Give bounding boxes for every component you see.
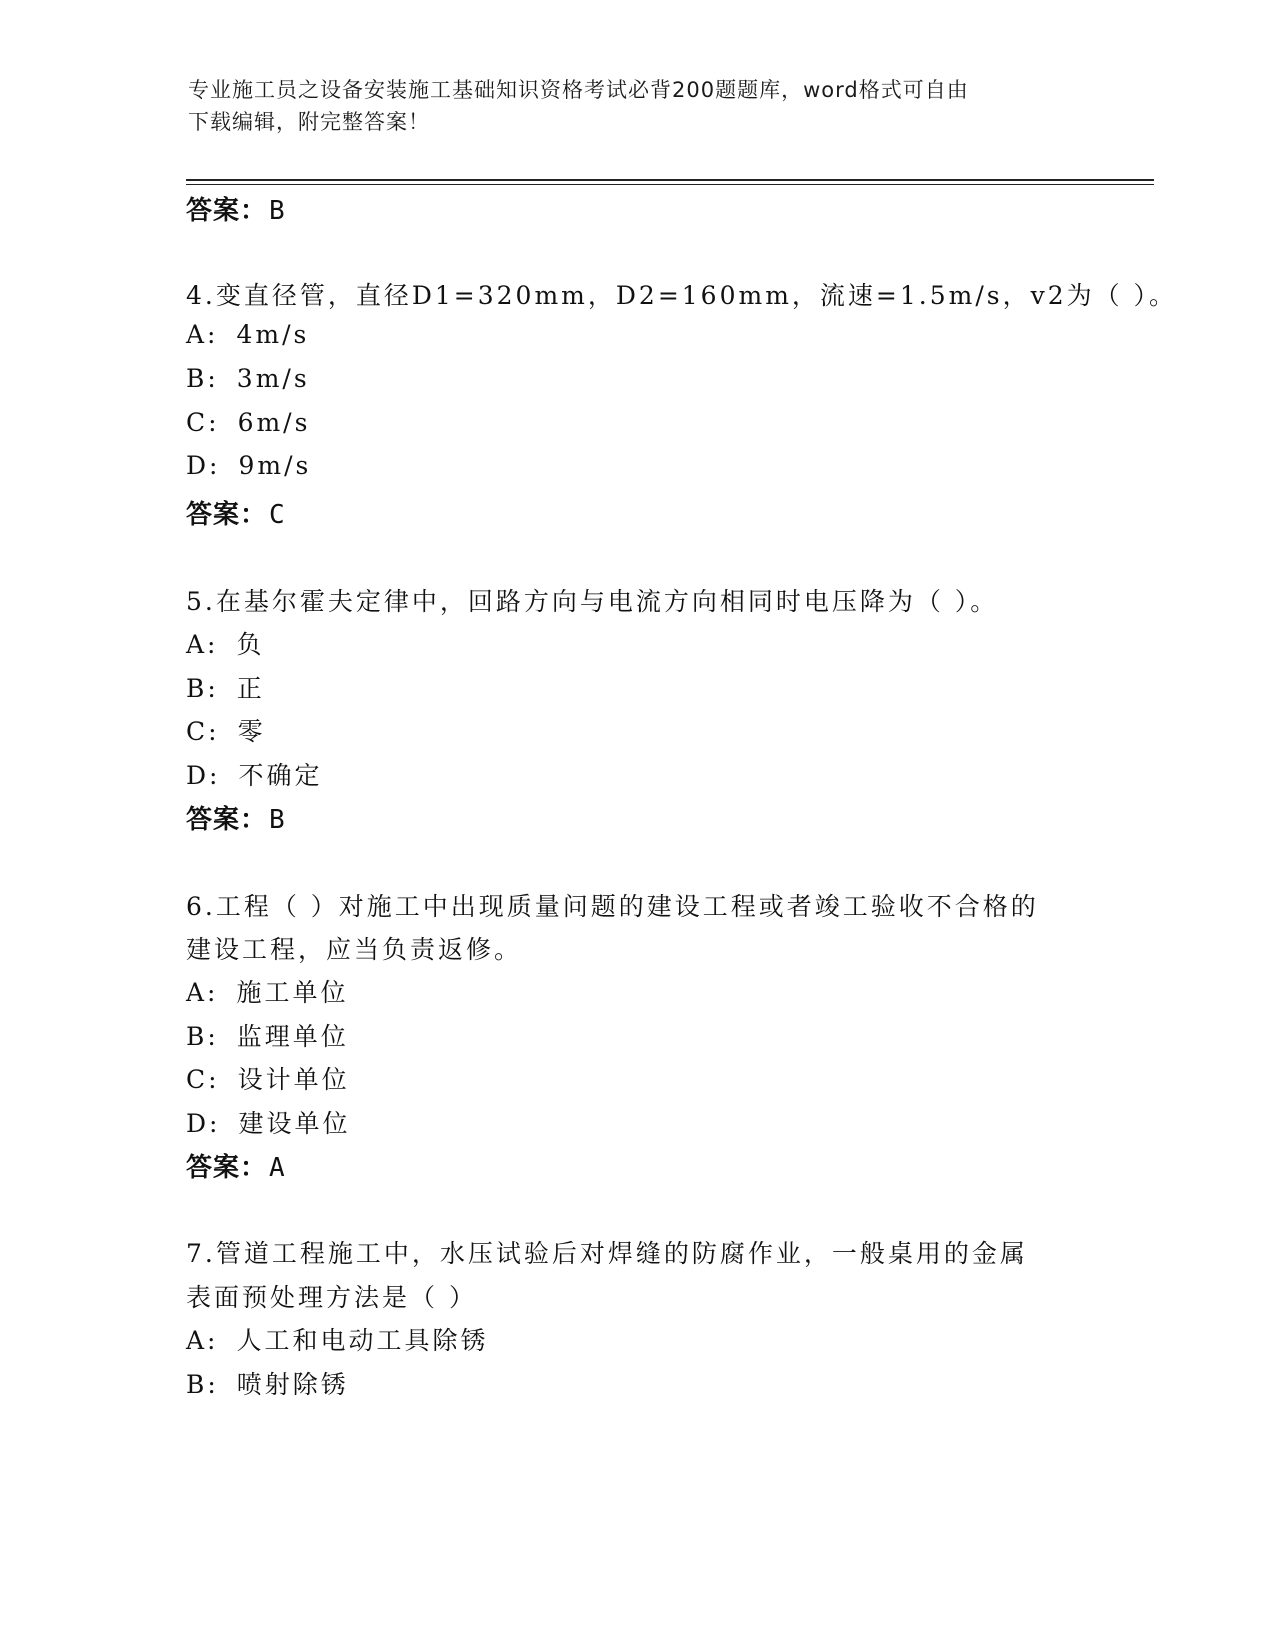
question-4-text: 4.变直径管，直径D1=320mm，D2=160mm，流速=1.5m/s，v2为（ ）。 — [186, 281, 1178, 310]
question-4-option-a — [186, 320, 309, 349]
answer-line-q3 — [186, 190, 286, 227]
option-text: 3m/s — [236, 364, 310, 393]
option-key: A: — [186, 630, 219, 659]
option-text: 不确定 — [238, 761, 323, 790]
answer-label: 答案： — [186, 500, 268, 530]
answer-value: B — [269, 196, 286, 226]
answer-label: 答案： — [186, 805, 268, 835]
option-key: A: — [186, 1326, 219, 1355]
option-key: B: — [186, 364, 219, 393]
option-text: 正 — [236, 674, 265, 703]
option-text: 监理单位 — [236, 1022, 349, 1051]
option-key: B: — [186, 1370, 219, 1399]
answer-line-q5 — [186, 799, 286, 836]
header-line-2: 下载编辑，附完整答案！ — [188, 110, 430, 134]
question-6-option-d — [186, 1104, 350, 1140]
option-key: C: — [186, 408, 220, 437]
question-6-option-b — [186, 1017, 349, 1053]
header-rule-thin — [186, 184, 1154, 185]
option-text: 负 — [236, 630, 265, 659]
option-text: 4m/s — [236, 320, 310, 349]
option-text: 施工单位 — [236, 978, 349, 1007]
option-text: 人工和电动工具除锈 — [236, 1326, 489, 1355]
option-key: B: — [186, 1022, 219, 1051]
question-4-option-b — [186, 364, 310, 393]
question-5-option-b — [186, 669, 265, 705]
option-text: 零 — [237, 717, 266, 746]
answer-value: A — [269, 1153, 286, 1183]
question-7-text-line-1: 7.管道工程施工中，水压试验后对焊缝的防腐作业，一般桌用的金属 — [186, 1239, 1028, 1268]
option-key: D: — [186, 451, 221, 480]
question-4-option-c — [186, 408, 310, 437]
question-5-option-d — [186, 756, 322, 792]
question-5-option-a — [186, 625, 265, 661]
answer-line-q4 — [186, 494, 286, 531]
answer-value: B — [269, 805, 286, 835]
question-5-option-c — [186, 712, 266, 748]
option-text: 9m/s — [238, 451, 312, 480]
header-line-1: 专业施工员之设备安装施工基础知识资格考试必背200题题库，word格式可自由 — [188, 78, 969, 102]
document-header — [188, 74, 1088, 138]
option-text: 喷射除锈 — [236, 1370, 349, 1399]
question-5-text: 5.在基尔霍夫定律中，回路方向与电流方向相同时电压降为（ ）。 — [186, 587, 999, 616]
question-4-option-d — [186, 451, 311, 480]
answer-label: 答案： — [186, 196, 268, 226]
option-key: C: — [186, 1065, 220, 1094]
option-key: D: — [186, 761, 221, 790]
option-key: D: — [186, 1109, 221, 1138]
option-text: 6m/s — [237, 408, 311, 437]
question-7-option-b — [186, 1365, 349, 1401]
answer-line-q6 — [186, 1147, 286, 1184]
question-6-option-a — [186, 973, 349, 1009]
option-text: 建设单位 — [238, 1109, 351, 1138]
option-key: C: — [186, 717, 220, 746]
question-6-text-line-1: 6.工程（ ）对施工中出现质量问题的建设工程或者竣工验收不合格的 — [186, 892, 1039, 921]
option-key: A: — [186, 978, 219, 1007]
question-7-option-a — [186, 1321, 489, 1357]
answer-label: 答案： — [186, 1153, 268, 1183]
option-text: 设计单位 — [237, 1065, 350, 1094]
question-6-text-line-2: 建设工程，应当负责返修。 — [186, 935, 523, 964]
option-key: B: — [186, 674, 219, 703]
option-key: A: — [186, 320, 219, 349]
question-6-option-c — [186, 1060, 350, 1096]
answer-value: C — [269, 500, 286, 530]
header-rule-thick — [186, 179, 1154, 181]
question-7-text-line-2: 表面预处理方法是（ ） — [186, 1283, 477, 1312]
